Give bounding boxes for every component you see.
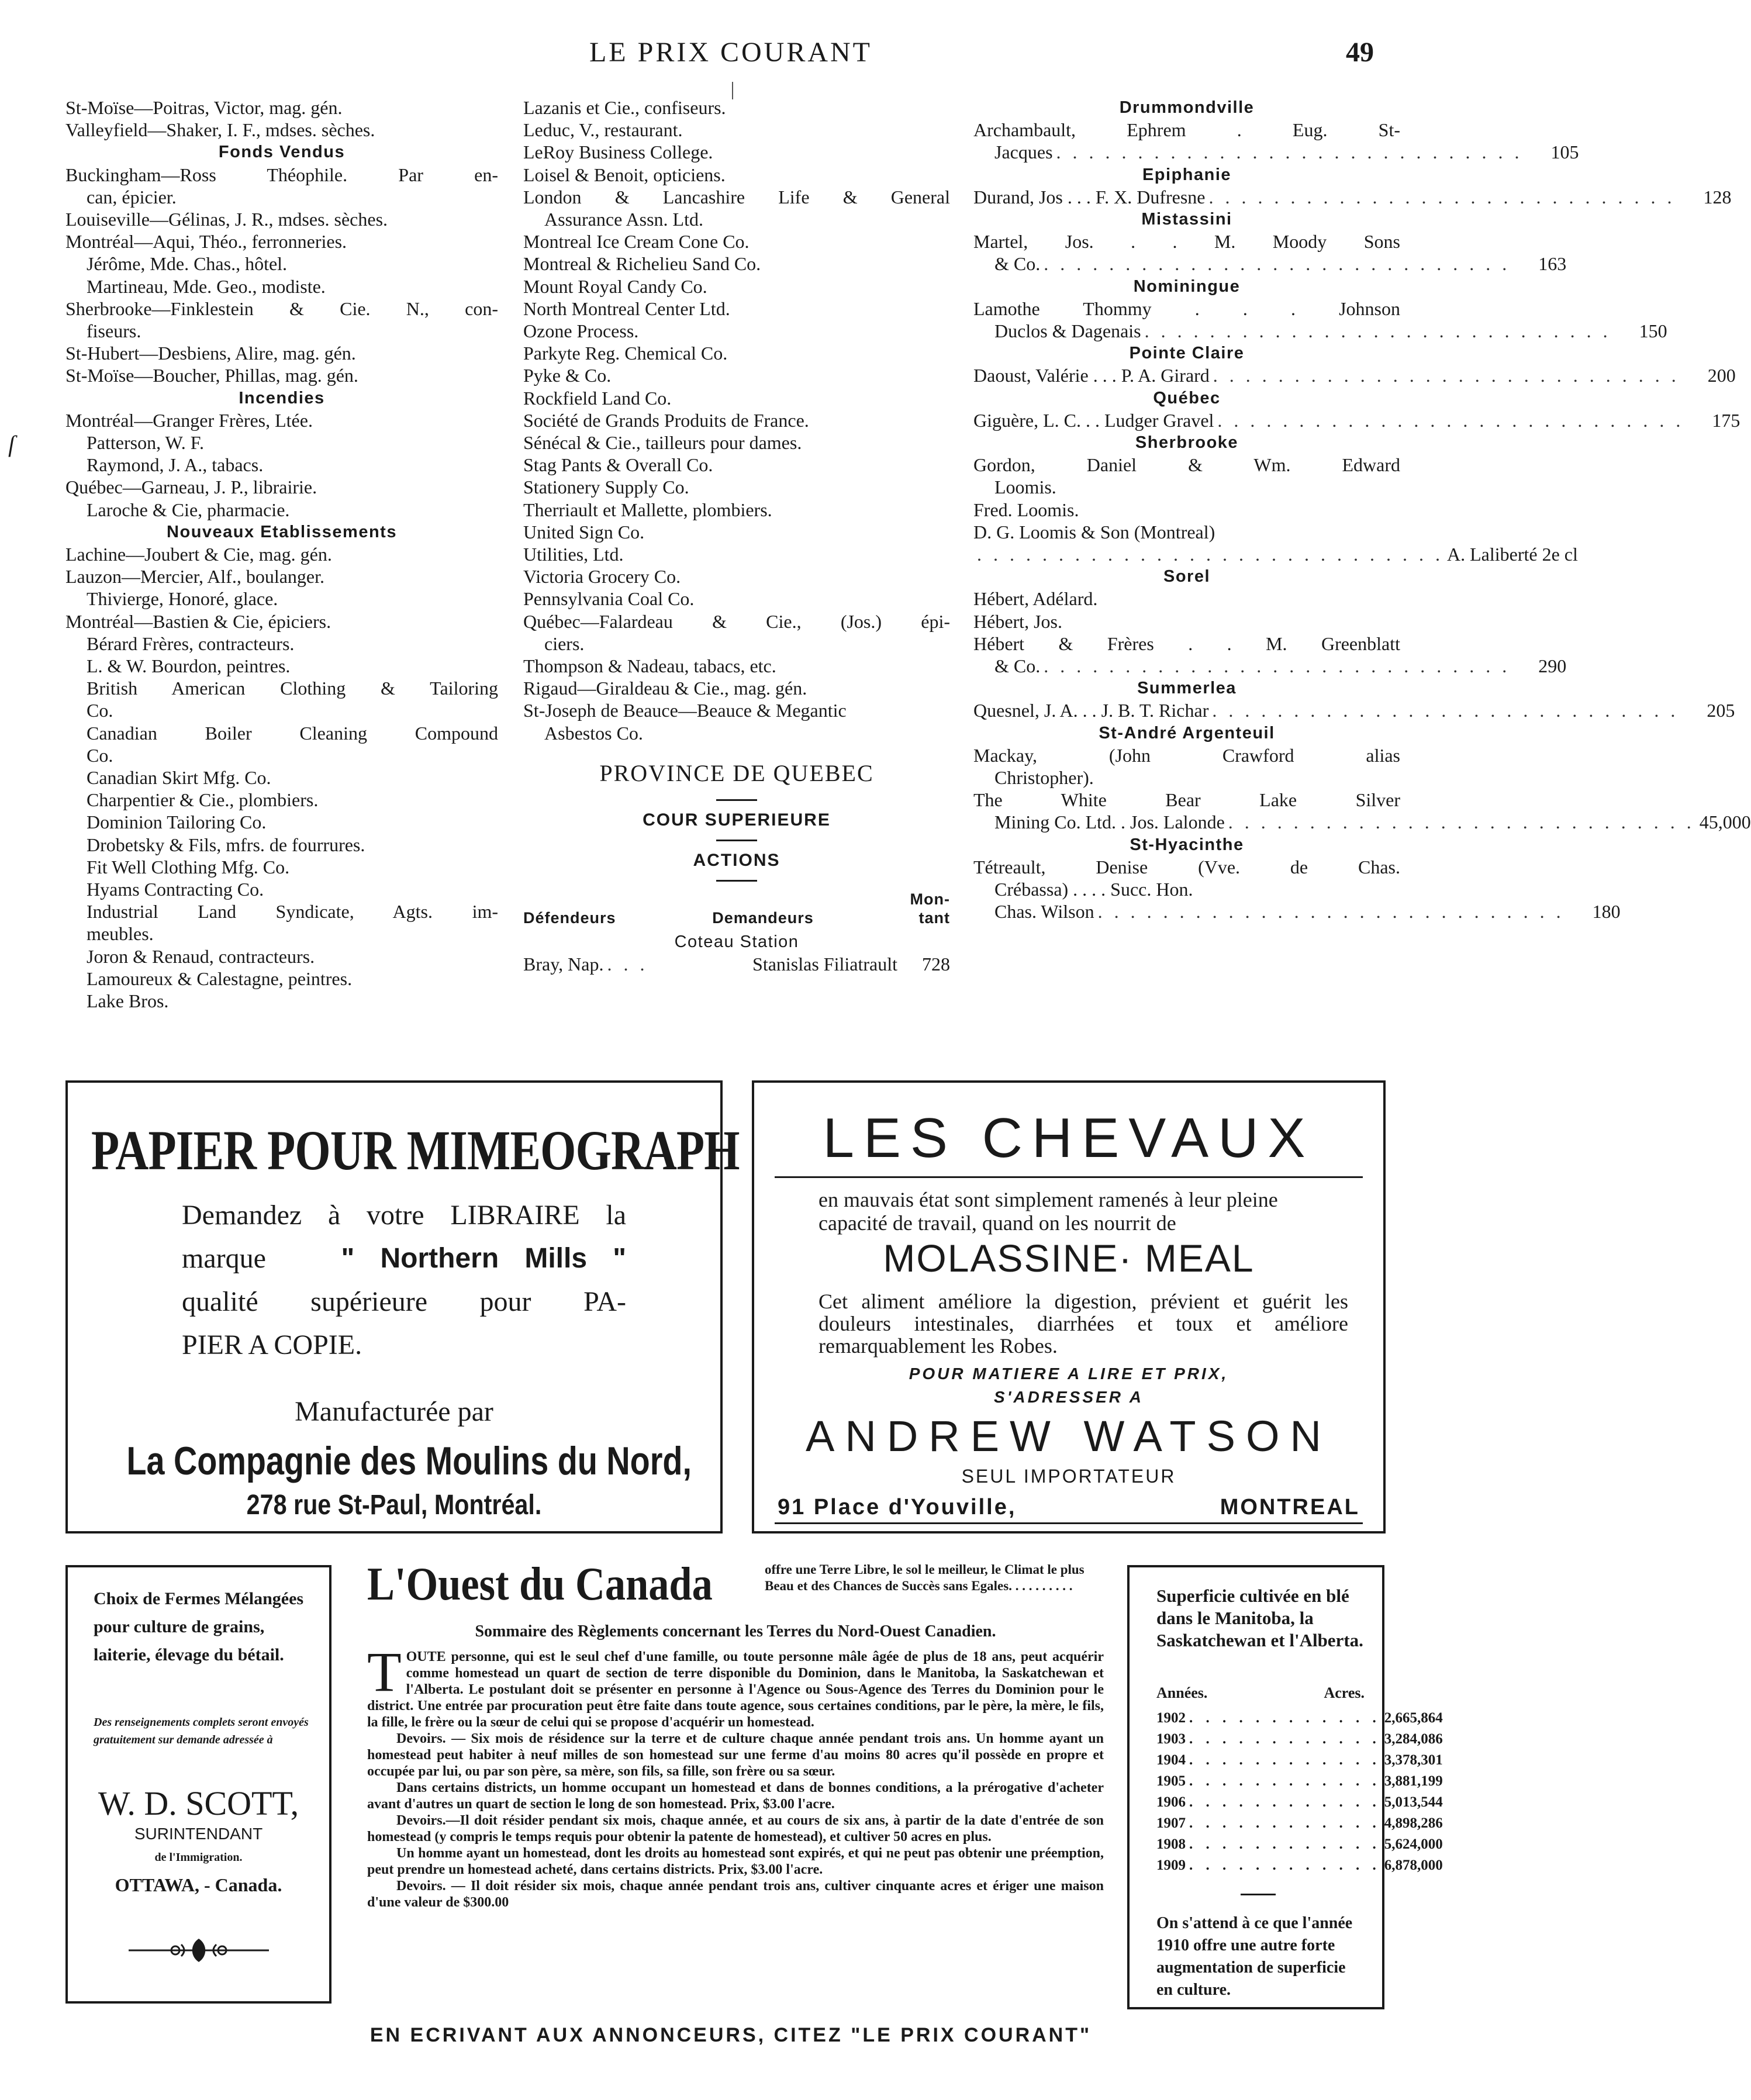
entry-text: Mining Co. Ltd. . Jos. Lalonde	[994, 811, 1225, 833]
acreage-table	[1156, 1708, 1443, 1876]
list-item: Gordon, Daniel & Wm. Edward	[973, 454, 1400, 476]
ad-address: 278 rue St-Paul, Montréal.	[246, 1490, 542, 1521]
list-item: Dominion Tailoring Co.	[87, 811, 267, 833]
entry-text: Chas. Wilson	[994, 901, 1094, 923]
paragraph: Devoirs.—Il doit résider pendant six mois, chaque année, et au cours de six ans, à partir de la date d'entrée de son homestead (y compris le temps requis pour obtenir la patente de homestead), et cultiver 50 acres en plus.	[367, 1813, 1104, 1845]
ad-note: On s'attend à ce que l'année 1910 offre une autre forte augmentation de superficie en culture.	[1156, 1914, 1353, 1999]
leader-dots: . . . . . . . . . . . . . . . . . . . . . . . . . . . . .	[1097, 901, 1564, 923]
amount: 128	[1703, 186, 1732, 208]
amount: 290	[1538, 655, 1567, 676]
ad-note: Des renseignements complets seront envoyés gratuitement sur demande adressée à	[94, 1716, 309, 1746]
section-heading: St-Hyacinthe	[1130, 835, 1244, 854]
section-heading: Mistassini	[1141, 210, 1232, 229]
section-heading: Epiphanie	[1142, 165, 1232, 184]
list-item: Tétreault, Denise (Vve. de Chas.	[973, 856, 1400, 878]
list-item: St-Moïse—Poitras, Victor, mag. gén.	[65, 97, 343, 118]
entry-text: Giguère, L. C. . . Ludger Gravel	[973, 409, 1214, 431]
table-row	[973, 655, 1567, 677]
list-item: Buckingham—Ross Théophile. Par en-	[65, 164, 498, 185]
section-heading: Fonds Vendus	[218, 143, 346, 162]
list-item: Co.	[87, 700, 113, 721]
divider	[716, 840, 757, 841]
list-item: Rockfield Land Co.	[523, 387, 672, 409]
ad-company: La Compagnie des Moulins du Nord,	[126, 1439, 692, 1483]
list-item: Thompson & Nadeau, tabacs, etc.	[523, 655, 776, 677]
plaintiff: Stanislas Filiatrault	[752, 954, 897, 975]
list-item: Loisel & Benoit, opticiens.	[523, 164, 726, 185]
list-item: United Sign Co.	[523, 521, 645, 543]
list-item: Drobetsky & Fils, mfrs. de fourrures.	[87, 834, 365, 855]
list-item: Victoria Grocery Co.	[523, 566, 681, 588]
section-heading: Drummondville	[1119, 98, 1255, 117]
table-row	[1156, 1729, 1443, 1750]
list-item: Laroche & Cie, pharmacie.	[87, 499, 290, 520]
section-heading: Pointe Claire	[1129, 344, 1245, 363]
ad-contact-name: W. D. SCOTT,	[98, 1784, 299, 1822]
table-row	[973, 253, 1567, 275]
list-item: The White Bear Lake Silver	[973, 789, 1400, 811]
entry-text: & Co.	[994, 655, 1041, 676]
town-heading: Coteau Station	[674, 932, 799, 952]
amount: 200	[1707, 365, 1736, 386]
page-number: 49	[1346, 37, 1374, 68]
divider	[1241, 1894, 1276, 1895]
table-row	[973, 900, 1621, 923]
list-item: Joron & Renaud, contracteurs.	[87, 945, 315, 967]
page-footer: EN ECRIVANT AUX ANNONCEURS, CITEZ "LE PRIX COURANT"	[369, 2024, 1092, 2046]
list-item: Société de Grands Produits de France.	[523, 409, 809, 431]
year-cell: 1902	[1156, 1710, 1186, 1726]
list-item: meubles.	[87, 923, 154, 945]
list-item: Fit Well Clothing Mfg. Co.	[87, 856, 290, 878]
leader-dots: . . . . . . . . . . . .	[1189, 1710, 1381, 1726]
column-middle	[523, 96, 950, 1055]
list-item: Lamoureux & Calestagne, peintres.	[87, 968, 353, 989]
leader-dots: . . . . . . . . . . . .	[1189, 1773, 1381, 1789]
leader-dots: . . . . . . . . . . . .	[1189, 1836, 1381, 1852]
ad-line: PIER A COPIE.	[182, 1329, 362, 1360]
list-item: Asbestos Co.	[544, 722, 643, 744]
leader-dots: . . . . . . . . . . . .	[1189, 1815, 1381, 1831]
list-item: Hyams Contracting Co.	[87, 879, 264, 900]
list-item: Thivierge, Honoré, glace.	[87, 588, 278, 610]
list-item: Montreal Ice Cream Cone Co.	[523, 231, 750, 253]
amount: 175	[1712, 409, 1740, 431]
page-title: LE PRIX COURANT	[589, 37, 872, 68]
leader-dots: . . . . . . . . . . . . . . . . . . . . . . . . . . . . .	[977, 544, 1443, 565]
list-item: Charpentier & Cie., plombiers.	[87, 789, 319, 811]
list-item: Hébert, Jos.	[973, 610, 1062, 632]
table-row	[1156, 1834, 1443, 1855]
year-cell: 1906	[1156, 1794, 1186, 1810]
year-cell: 1909	[1156, 1857, 1186, 1873]
acres-cell: 5,624,000	[1384, 1836, 1443, 1852]
ad-line: marque " Northern Mills "	[182, 1243, 626, 1274]
ad-address: 91 Place d'Youville, MONTREAL	[778, 1495, 1360, 1519]
list-item: Mackay, (John Crawford alias	[973, 744, 1400, 766]
list-item: Sherbrooke—Finklestein & Cie. N., con-	[65, 298, 498, 319]
ad-title: PAPIER POUR MIMEOGRAPH	[91, 1119, 740, 1182]
entry-text: Quesnel, J. A. . . J. B. T. Richar	[973, 700, 1209, 721]
table-row	[1156, 1855, 1443, 1876]
column-right	[973, 96, 1751, 1055]
list-item: Co.	[87, 744, 113, 766]
leader-dots: . . . . . . . . . . . .	[1189, 1752, 1381, 1768]
list-item: Montréal—Aqui, Théo., ferronneries.	[65, 231, 347, 253]
list-item: Pyke & Co.	[523, 365, 612, 386]
section-heading: Québec	[1153, 388, 1221, 407]
leader-dots: . . . . . . . . . . . .	[1189, 1731, 1381, 1747]
leader-dots: . . . . . . . . . . . . . . . . . . . . . . . . . . . . .	[1228, 811, 1695, 833]
table-row	[973, 364, 1736, 386]
list-item: Patterson, W. F.	[87, 432, 205, 454]
ad-cta: POUR MATIERE A LIRE ET PRIX, S'ADRESSER A	[909, 1365, 1229, 1406]
list-item: Montréal—Granger Frères, Ltée.	[65, 409, 313, 431]
ad-line: qualité supérieure pour PA-	[182, 1286, 626, 1317]
year-cell: 1908	[1156, 1836, 1186, 1852]
paragraph: Un homme ayant un homestead, dont les droits au homestead sont expirés, et qui ne peut pas obtenir une préemption, peut prendre un homestead acheté, dans certains districts. Prix, $3.00 l'acre.	[367, 1846, 1104, 1877]
list-item: Martel, Jos. . . M. Moody Sons	[973, 231, 1400, 253]
acres-cell: 2,665,864	[1384, 1710, 1443, 1726]
province-heading: PROVINCE DE QUEBEC	[599, 759, 874, 786]
table-header: Années. Acres.	[1156, 1684, 1365, 1701]
list-item: L. & W. Bourdon, peintres.	[87, 655, 291, 677]
leader-dots: . . . . . . . . . . . .	[1189, 1794, 1381, 1810]
section-heading: Nominingue	[1133, 277, 1241, 296]
list-item: Louiseville—Gélinas, J. R., mdses. sèches.	[65, 209, 388, 230]
list-item: North Montreal Center Ltd.	[523, 298, 730, 319]
list-item: Lauzon—Mercier, Alf., boulanger.	[65, 566, 325, 588]
list-item: Christopher).	[994, 767, 1094, 788]
list-item: Lamothe Thommy . . . Johnson	[973, 298, 1400, 319]
list-item: Bérard Frères, contracteurs.	[87, 633, 295, 654]
ad-ouest-canada	[367, 1558, 1104, 2026]
ad-product: MOLASSINE· MEAL	[883, 1236, 1255, 1280]
ad-importer-role: SEUL IMPORTATEUR	[961, 1466, 1176, 1487]
table-row	[1156, 1750, 1443, 1771]
list-item: Industrial Land Syndicate, Agts. im-	[87, 901, 498, 923]
drop-cap: T	[367, 1640, 402, 1703]
paragraph: Dans certains districts, un homme occupant un homestead et dans de bonnes conditions, a la prérogative d'acheter avant d'autres un quart de section le long de son homestead. Prix, $3.00 l'acre.	[367, 1780, 1104, 1812]
table-header	[523, 890, 950, 927]
amount: A. Laliberté 2e cl	[1447, 544, 1578, 565]
list-item: Sénécal & Cie., tailleurs pour dames.	[523, 432, 802, 454]
paragraph: OUTE personne, qui est le seul chef d'une famille, ou toute personne mâle âgée de plus de 18 ans, peut acquérir comme homestead un quart de section de terre disponible du Dominion, dans le Manitoba, la Saskatchewan et l'Alberta. Le postulant doit se présenter en personne à l'Agence ou Sous-Agence des Terres du Dominion pour le district. Une entrée par procuration peut être faite dans toute agence, sous certaines conditions, par le père, la mère, le fils, la fille, le frère ou la sœur de celui qui se propose d'acquérir un homestead.	[367, 1649, 1104, 1730]
amount: 163	[1538, 253, 1567, 275]
list-item: British American Clothing & Tailoring	[87, 678, 498, 699]
acres-cell: 3,284,086	[1384, 1731, 1443, 1747]
divider	[716, 799, 757, 801]
list-item: Jérôme, Mde. Chas., hôtel.	[87, 253, 288, 275]
leader-dots: . . . . . . . . . . . . . . . . . . . . . . . . . . . . .	[1144, 320, 1611, 341]
list-item: Mount Royal Candy Co.	[523, 275, 707, 297]
section-heading: Sorel	[1163, 567, 1211, 586]
leader-dots: . . . . . . . . . . . . . . . . . . . . . . . . . . . . .	[1208, 186, 1676, 208]
list-item: Montréal—Bastien & Cie, épiciers.	[65, 610, 331, 632]
ad-title: Superficie cultivée en blé dans le Manitoba, la Saskatchewan et l'Alberta.	[1156, 1586, 1363, 1650]
list-item: Loomis.	[994, 476, 1056, 498]
ad-description: Cet aliment améliore la digestion, prévient et guérit les douleurs intestinales, diarrhées et toux et améliore remarquablement les Robes.	[818, 1290, 1348, 1358]
section-heading: St-André Argenteuil	[1099, 723, 1275, 742]
list-item: Hébert, Adélard.	[973, 588, 1098, 610]
list-item: Assurance Assn. Ltd.	[544, 209, 703, 230]
list-item: Raymond, J. A., tabacs.	[87, 454, 264, 476]
header-demandeurs: Demandeurs	[712, 909, 814, 927]
defendant: Bray, Nap.	[523, 954, 604, 975]
section-heading: Incendies	[239, 388, 325, 407]
ad-line: Demandez à votre LIBRAIRE la	[182, 1200, 626, 1231]
amount: 180	[1592, 901, 1621, 923]
list-item: Lazanis et Cie., confiseurs.	[523, 97, 726, 118]
ad-title: L'Ouest du Canada	[367, 1559, 713, 1610]
ad-mimeograph	[65, 1080, 740, 1533]
paragraph: Devoirs. — Six mois de résidence sur la terre et de culture chaque année pendant trois ans. Un homme ayant un homestead peut habiter à neuf milles de son homestead sur une ferme d'au moins 80 acres qu'il possède en propre et occupée par lui, ou par son père, sa mère, son fils, sa fille, son frère ou sa sœur.	[367, 1731, 1104, 1779]
year-cell: 1907	[1156, 1815, 1186, 1831]
list-item: Hébert & Frères . . M. Greenblatt	[973, 633, 1400, 654]
paragraph: Devoirs. — Il doit résider six mois, chaque année pendant trois ans, cultiver cinquante acres et ériger une maison d'une valeur de $300.00	[367, 1878, 1104, 1910]
leader-dots: . . . . . . . . . . . . . . . . . . . . . . . . . . . . .	[1056, 141, 1523, 163]
leader-dots: . . . . . . . . . . . . . . . . . . . . . . . . . . . . .	[1044, 655, 1511, 676]
list-item: ciers.	[544, 633, 585, 654]
acres-cell: 4,898,286	[1384, 1815, 1443, 1831]
table-row	[1156, 1771, 1443, 1792]
list-item: Leduc, V., restaurant.	[523, 119, 683, 141]
section-heading: Sherbrooke	[1135, 433, 1239, 452]
ornament-icon	[123, 1936, 275, 1965]
list-item: Pennsylvania Coal Co.	[523, 588, 695, 610]
amount: 205	[1707, 700, 1735, 721]
list-item: Canadian Skirt Mfg. Co.	[87, 767, 271, 789]
list-item: St-Hubert—Desbiens, Alire, mag. gén.	[65, 343, 356, 364]
list-item: Valleyfield—Shaker, I. F., mdses. sèches.	[65, 119, 375, 141]
amount: 45,000	[1699, 811, 1751, 833]
list-item: fiseurs.	[87, 320, 141, 341]
list-item: can, épicier.	[87, 186, 177, 208]
page-header	[0, 36, 1462, 83]
court-heading: COUR SUPERIEURE	[643, 810, 831, 830]
list-item: St-Joseph de Beauce—Beauce & Megantic	[523, 700, 847, 721]
list-item: LeRoy Business College.	[523, 141, 713, 163]
entry-text: Duclos & Dagenais	[994, 320, 1141, 341]
ad-importer-name: ANDREW WATSON	[806, 1412, 1332, 1460]
ad-body	[367, 1640, 1104, 1911]
list-item: London & Lancashire Life & General	[523, 186, 950, 208]
leader-dots: . . . . . . . . . . . . . . . . . . . . . . . . . . . . .	[1044, 253, 1511, 275]
ad-contact-city: OTTAWA, - Canada.	[115, 1874, 282, 1895]
table-row	[973, 543, 1578, 565]
list-item: Canadian Boiler Cleaning Compound	[87, 722, 498, 744]
list-item: Lake Bros.	[87, 990, 169, 1012]
table-row	[1156, 1792, 1443, 1813]
acres-cell: 5,013,544	[1384, 1794, 1443, 1810]
list-item: Stationery Supply Co.	[523, 476, 689, 498]
table-row: Bray, Nap. . . . Stanislas Filiatrault 728	[523, 954, 950, 975]
acres-cell: 6,878,000	[1384, 1857, 1443, 1873]
year-cell: 1905	[1156, 1773, 1186, 1789]
list-item: Martineau, Mde. Geo., modiste.	[87, 275, 326, 297]
list-item: Crébassa) . . . . Succ. Hon.	[994, 878, 1193, 900]
table-row	[973, 320, 1667, 342]
header-defendeurs: Défendeurs	[523, 909, 616, 927]
list-item: Utilities, Ltd.	[523, 544, 624, 565]
list-item: D. G. Loomis & Son (Montreal)	[973, 521, 1215, 543]
section-heading: Nouveaux Etablissements	[167, 522, 397, 541]
ad-manufacturer-label: Manufacturée par	[295, 1396, 493, 1427]
leader-dots: . . . . . . . . . . . .	[1189, 1857, 1381, 1873]
amount: 150	[1639, 320, 1667, 341]
actions-heading: ACTIONS	[693, 851, 780, 871]
section-heading: Summerlea	[1137, 679, 1237, 698]
ad-superficie	[1127, 1565, 1443, 2009]
amount: 728	[922, 954, 950, 975]
list-item: Ozone Process.	[523, 320, 639, 342]
year-cell: 1904	[1156, 1752, 1186, 1768]
ad-contact-dept: de l'Immigration.	[154, 1851, 243, 1864]
table-row	[973, 186, 1732, 208]
acres-cell: 3,378,301	[1384, 1752, 1443, 1768]
ad-tagline: offre une Terre Libre, le sol le meilleur, le Climat le plus Beau et des Chances de Succès sans Egales. . . . . . . . . .	[765, 1562, 1085, 1593]
table-row	[973, 699, 1735, 721]
column-left	[65, 96, 498, 1055]
acres-cell: 3,881,199	[1384, 1773, 1443, 1789]
ad-contact-title: SURINTENDANT	[134, 1825, 263, 1843]
list-item: Québec—Garneau, J. P., librairie.	[65, 476, 317, 498]
leader-dots: . . . . . . . . . . . . . . . . . . . . . . . . . . . . .	[1213, 365, 1680, 386]
entry-text: Jacques	[994, 141, 1053, 163]
list-item: Archambault, Ephrem . Eug. St-	[973, 119, 1400, 141]
header-montant: Mon- tant	[910, 890, 950, 927]
leader-dots: . . . . . . . . . . . . . . . . . . . . . . . . . . . . .	[1217, 409, 1684, 431]
list-item: Therriault et Mallette, plombiers.	[523, 499, 772, 520]
list-item: Lachine—Joubert & Cie, mag. gén.	[65, 544, 332, 565]
list-item: Québec—Falardeau & Cie., (Jos.) épi-	[523, 610, 950, 632]
list-item: Parkyte Reg. Chemical Co.	[523, 343, 728, 364]
ad-intro: en mauvais état sont simplement ramenés à leur pleine capacité de travail, quand on les nourrit de	[818, 1188, 1278, 1235]
ad-headline: Choix de Fermes Mélangées pour culture de grains, laiterie, élevage du bétail.	[94, 1589, 304, 1664]
amount: 105	[1550, 141, 1579, 163]
entry-text: Daoust, Valérie . . . P. A. Girard	[973, 365, 1210, 386]
table-row	[973, 409, 1740, 431]
divider	[775, 1176, 1363, 1178]
divider	[775, 1522, 1363, 1524]
ad-scott	[65, 1565, 331, 2004]
table-row	[973, 811, 1751, 833]
list-item: Montreal & Richelieu Sand Co.	[523, 253, 761, 275]
divider	[716, 880, 757, 882]
table-row	[973, 141, 1579, 163]
list-item: Stag Pants & Overall Co.	[523, 454, 713, 476]
ad-subtitle: Sommaire des Règlements concernant les Terres du Nord-Ouest Canadien.	[475, 1622, 996, 1640]
ad-chevaux	[752, 1080, 1386, 1533]
margin-mark: ſ	[8, 431, 15, 457]
ad-body	[182, 1194, 626, 1367]
leader-dots: . . . . . . . . . . . . . . . . . . . . . . . . . . . . .	[1212, 700, 1679, 721]
list-item: St-Moïse—Boucher, Phillas, mag. gén.	[65, 365, 358, 386]
entry-text: Durand, Jos . . . F. X. Dufresne	[973, 186, 1206, 208]
year-cell: 1903	[1156, 1731, 1186, 1747]
table-row	[1156, 1813, 1443, 1834]
table-row	[1156, 1708, 1443, 1729]
list-item: Rigaud—Giraldeau & Cie., mag. gén.	[523, 678, 807, 699]
ad-title: LES CHEVAUX	[823, 1107, 1315, 1169]
list-item: Fred. Loomis.	[973, 499, 1079, 520]
entry-text: & Co.	[994, 253, 1041, 275]
